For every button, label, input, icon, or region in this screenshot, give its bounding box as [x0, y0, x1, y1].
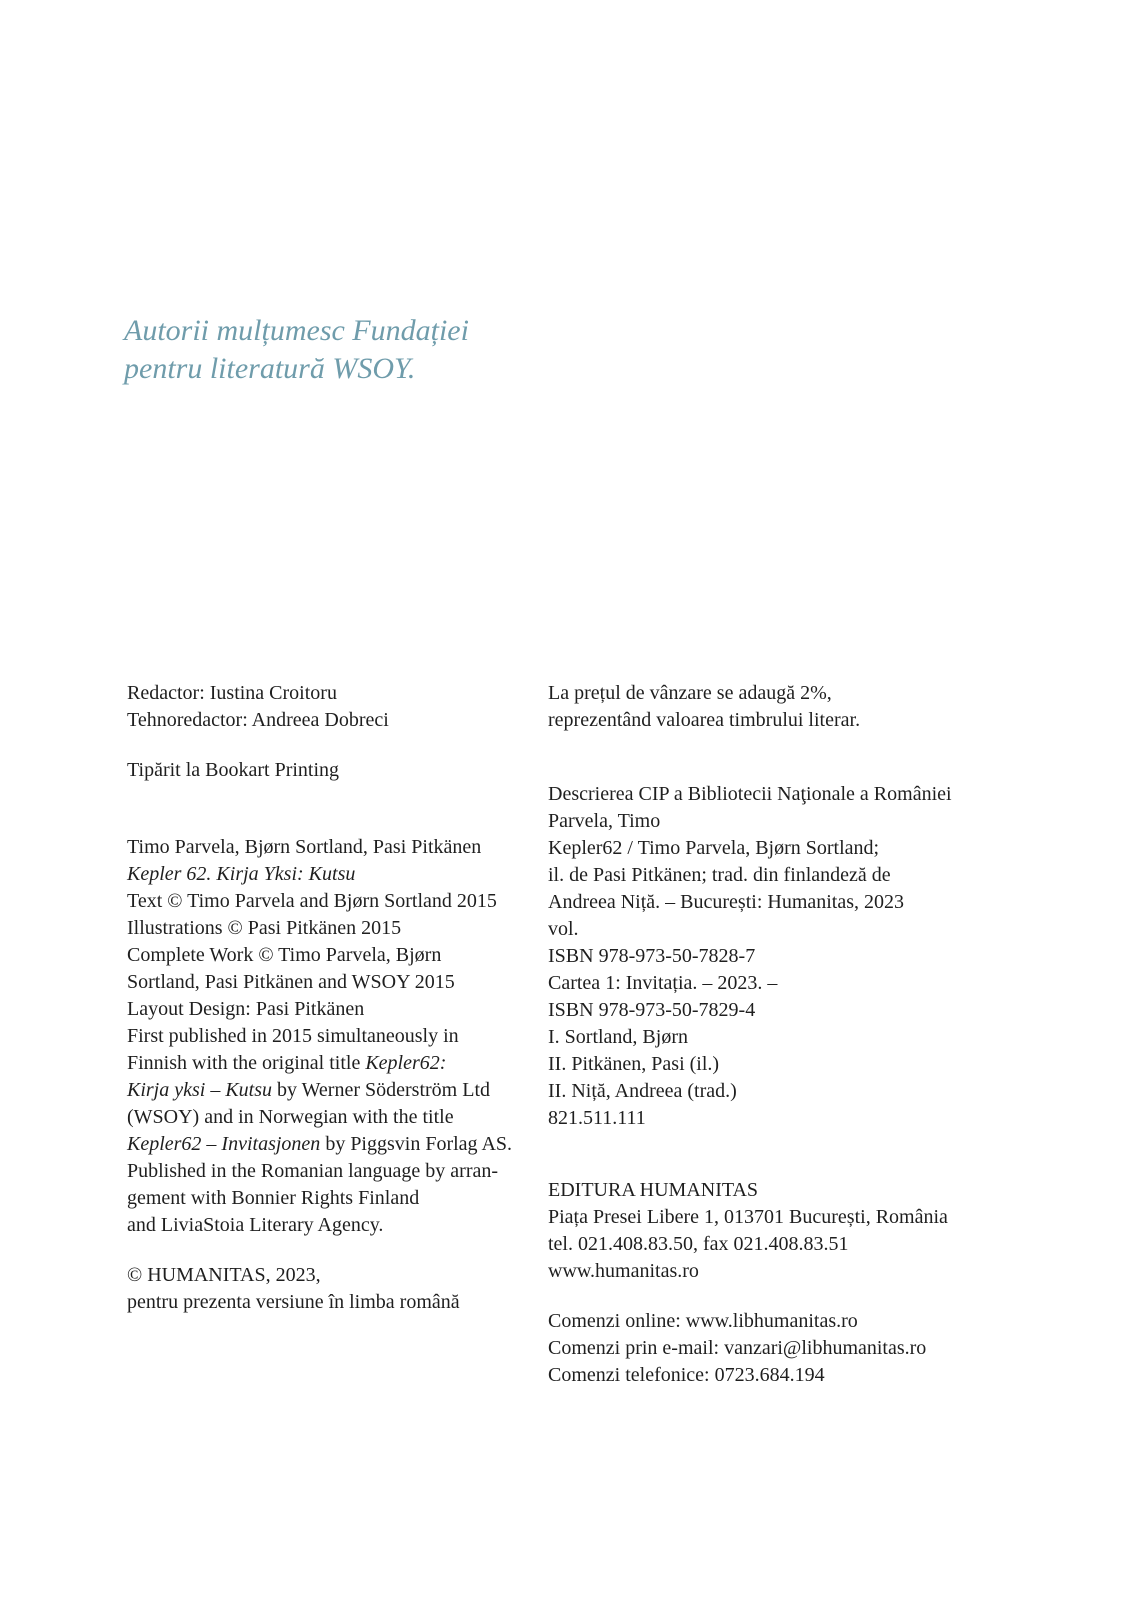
typesetter-credit: Tehnoredactor: Andreea Dobreci — [127, 709, 389, 731]
orders-email[interactable]: Comenzi prin e-mail: vanzari@libhumanitas.ro — [548, 1337, 927, 1359]
complete-work-line: Sortland, Pasi Pitkänen and WSOY 2015 — [127, 971, 455, 993]
price-note-line: reprezentând valoarea timbrului literar. — [548, 709, 861, 731]
original-title-text: Kepler 62. Kirja Yksi: Kutsu — [127, 863, 356, 885]
price-note — [548, 680, 860, 734]
first-published-line — [127, 1050, 512, 1077]
orders-online[interactable]: Comenzi online: www.libhumanitas.ro — [548, 1310, 858, 1332]
original-edition-info — [127, 834, 512, 1239]
cip-line: vol. — [548, 918, 579, 940]
cip-line: ISBN 978-973-50-7828-7 — [548, 945, 756, 967]
published-ro-line: gement with Bonnier Rights Finland — [127, 1187, 420, 1209]
first-published-line: (WSOY) and in Norwegian with the title — [127, 1106, 454, 1128]
text: by Werner Söderström Ltd — [272, 1079, 490, 1101]
copyright-line: © HUMANITAS, 2023, — [127, 1264, 321, 1286]
cip-description — [548, 781, 952, 1132]
title-text: Kepler62: — [365, 1052, 447, 1074]
text: Finnish with the original title — [127, 1052, 366, 1074]
dedication-line: Autorii mulțumesc Fundației — [124, 314, 469, 347]
title-text: Kepler62 – Invitasjonen — [127, 1133, 321, 1155]
cip-line: il. de Pasi Pitkänen; trad. din finlandeză de — [548, 864, 891, 886]
price-note-line: La prețul de vânzare se adaugă 2%, — [548, 682, 832, 704]
editor-credit: Redactor: Iustina Croitoru — [127, 682, 337, 704]
original-title — [127, 861, 512, 888]
published-ro-line: and LiviaStoia Literary Agency. — [127, 1214, 384, 1236]
first-published-line — [127, 1077, 512, 1104]
layout-design: Layout Design: Pasi Pitkänen — [127, 998, 365, 1020]
copyright-line: pentru prezenta versiune în limba română — [127, 1291, 460, 1313]
cip-line: Kepler62 / Timo Parvela, Bjørn Sortland; — [548, 837, 880, 859]
cip-line: II. Niță, Andreea (trad.) — [548, 1080, 737, 1102]
cip-line: I. Sortland, Bjørn — [548, 1026, 688, 1048]
publisher-name: EDITURA HUMANITAS — [548, 1179, 759, 1201]
first-published-line: First published in 2015 simultaneously in — [127, 1025, 459, 1047]
cip-line: 821.511.111 — [548, 1107, 646, 1129]
cip-line: Andreea Niță. – București: Humanitas, 2023 — [548, 891, 905, 913]
orders-phone: Comenzi telefonice: 0723.684.194 — [548, 1364, 825, 1386]
published-ro-line: Published in the Romanian language by arran- — [127, 1160, 499, 1182]
cip-line: Parvela, Timo — [548, 810, 661, 832]
cip-line: ISBN 978-973-50-7829-4 — [548, 999, 756, 1021]
printer-credit: Tipărit la Bookart Printing — [127, 759, 340, 781]
publisher-address: Piața Presei Libere 1, 013701 București, România — [548, 1206, 948, 1228]
publisher-info — [548, 1177, 948, 1285]
publisher-phone: tel. 021.408.83.50, fax 021.408.83.51 — [548, 1233, 849, 1255]
cip-line: Descrierea CIP a Bibliotecii Naţionale a României — [548, 783, 952, 805]
text: by Piggsvin Forlag AS. — [320, 1133, 513, 1155]
dedication-line: pentru literatură WSOY. — [124, 352, 416, 385]
cip-line: II. Pitkänen, Pasi (il.) — [548, 1053, 720, 1075]
publisher-website[interactable]: www.humanitas.ro — [548, 1260, 699, 1282]
copyright — [127, 1262, 460, 1316]
complete-work-line: Complete Work © Timo Parvela, Bjørn — [127, 944, 442, 966]
text-copyright: Text © Timo Parvela and Bjørn Sortland 2015 — [127, 890, 497, 912]
illustrations-copyright: Illustrations © Pasi Pitkänen 2015 — [127, 917, 402, 939]
dedication — [124, 312, 469, 388]
first-published-line — [127, 1131, 512, 1158]
title-text: Kirja yksi – Kutsu — [127, 1079, 273, 1101]
cip-line: Cartea 1: Invitația. – 2023. – — [548, 972, 778, 994]
authors: Timo Parvela, Bjørn Sortland, Pasi Pitkänen — [127, 836, 482, 858]
credits — [127, 680, 389, 784]
order-info — [548, 1308, 926, 1389]
